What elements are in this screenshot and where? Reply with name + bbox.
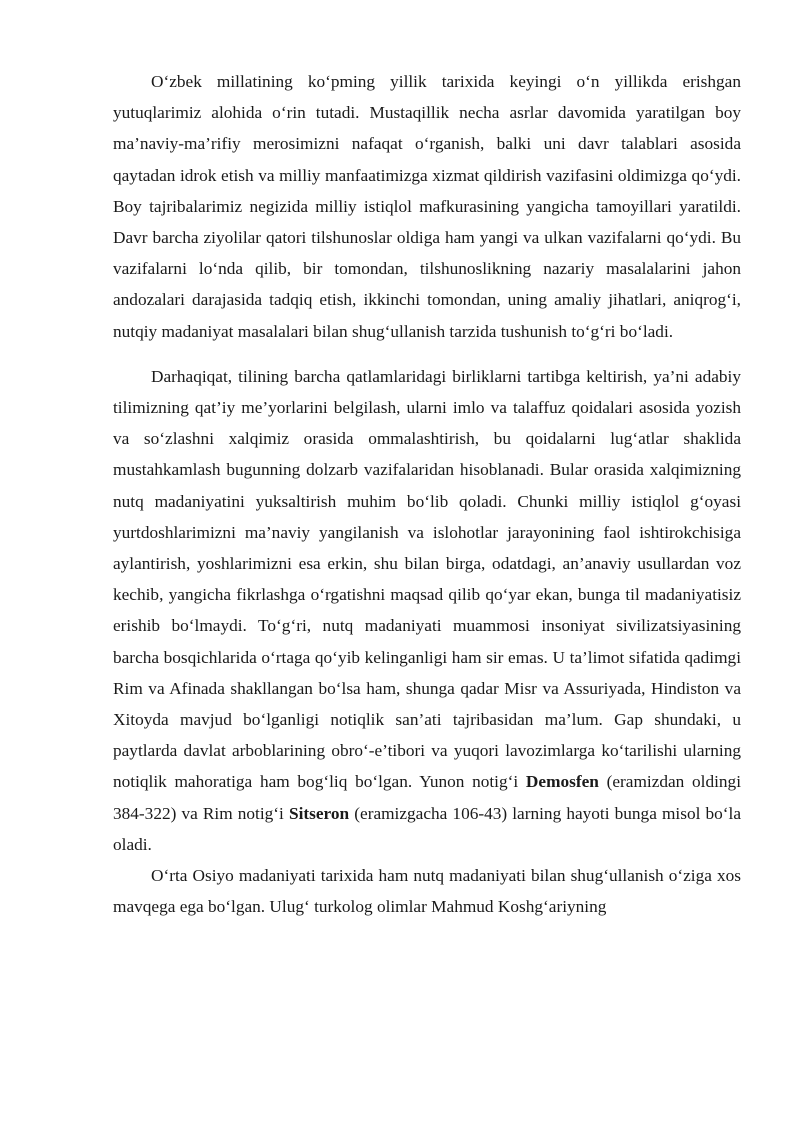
name-sitseron: Sitseron: [288, 803, 350, 823]
name-demosfen: Demosfen: [525, 772, 599, 792]
paragraph-2: [113, 361, 741, 860]
paragraph-2-text-a: Darhaqiqat, tilining barcha qatlamlaridagi birliklarni tartibga keltirish, ya’ni adabiy tilimizning qat’iy me’yorlarini belgilash, ularni imlo va talaffuz qoidalari asosida yozish va so‘zlashni xalqimiz orasida ommalashtirish, bu qoidalarni lug‘atlar shaklida mustahkamlash bugunning dolzarb vazifalaridan hisoblanadi. Bular orasida xalqimizning nutq madaniyatini yuksaltirish muhim bo‘lib qoladi. Chunki milliy istiqlol g‘oyasi yurtdoshlarimizni ma’naviy yangilanish va islohotlar jarayonining faol ishtirokchisiga aylantirish, yoshlarimizni esa erkin, shu bilan birga, odatdagi, an’anaviy usullardan voz kechib, yangicha fikrlashga o‘rgatishni maqsad qilib qo‘yar ekan, bunga til madaniyatisiz erishib bo‘lmaydi. To‘g‘ri, nutq madaniyati muammosi insoniyat sivilizatsiyasining barcha bosqichlarida o‘rtaga qo‘yib kelinganligi ham sir emas. U ta’limot sifatida qadimgi Rim va Afinada shakllangan bo‘lsa ham, shunga qadar Misr va Assuriyada, Hindiston va Xitoyda mavjud bo‘lganligi notiqlik san’ati tajribasidan ma’lum. Gap shundaki, u paytlarda davlat arboblarining obro‘-e’tibori va yuqori lavozimlarga ko‘tarilishi ularning notiqlik mahoratiga ham bog‘liq bo‘lgan. Yunon notig‘i: [113, 366, 741, 792]
paragraph-2-text-b: (eramizdan oldingi 384-322) va Rim notig‘i: [113, 772, 742, 823]
paragraph-3: O‘rta Osiyo madaniyati tarixida ham nutq madaniyati bilan shug‘ullanish o‘ziga xos mavqega ega bo‘lgan. Ulug‘ turkolog olimlar Mahmud Koshg‘ariyning: [113, 866, 741, 917]
paragraph-1: O‘zbek millatining ko‘pming yillik tarixida keyingi o‘n yillikda erishgan yutuqlarimiz alohida o‘rin tutadi. Mustaqillik necha asrlar davomida yaratilgan boy ma’naviy-ma’rifiy merosimizni nafaqat o‘rganish, balki uni davr talablari asosida qaytadan idrok etish va milliy manfaatimizga xizmat qildirish vazifasini oldimizga qo‘ydi. Boy tajribalarimiz negizida milliy istiqlol mafkurasining yangicha tamoyillari yaratildi. Davr barcha ziyolilar qatori tilshunoslar oldiga ham yangi va ulkan vazifalarni qo‘ydi. Bu vazifalarni lo‘nda qilib, bir tomondan, tilshunoslikning nazariy masalalarini jahon andozalari darajasida tadqiq etish, ikkinchi tomondan, uning amaliy jihatlari, aniqrog‘i, nutqiy madaniyat masalalari bilan shug‘ullanish tarzida tushunish to‘g‘ri bo‘ladi.: [113, 72, 741, 341]
document-page: [113, 66, 741, 922]
paragraph-2-text-c: (eramizgacha 106-43) larning hayoti bunga misol bo‘la oladi.: [113, 803, 741, 854]
